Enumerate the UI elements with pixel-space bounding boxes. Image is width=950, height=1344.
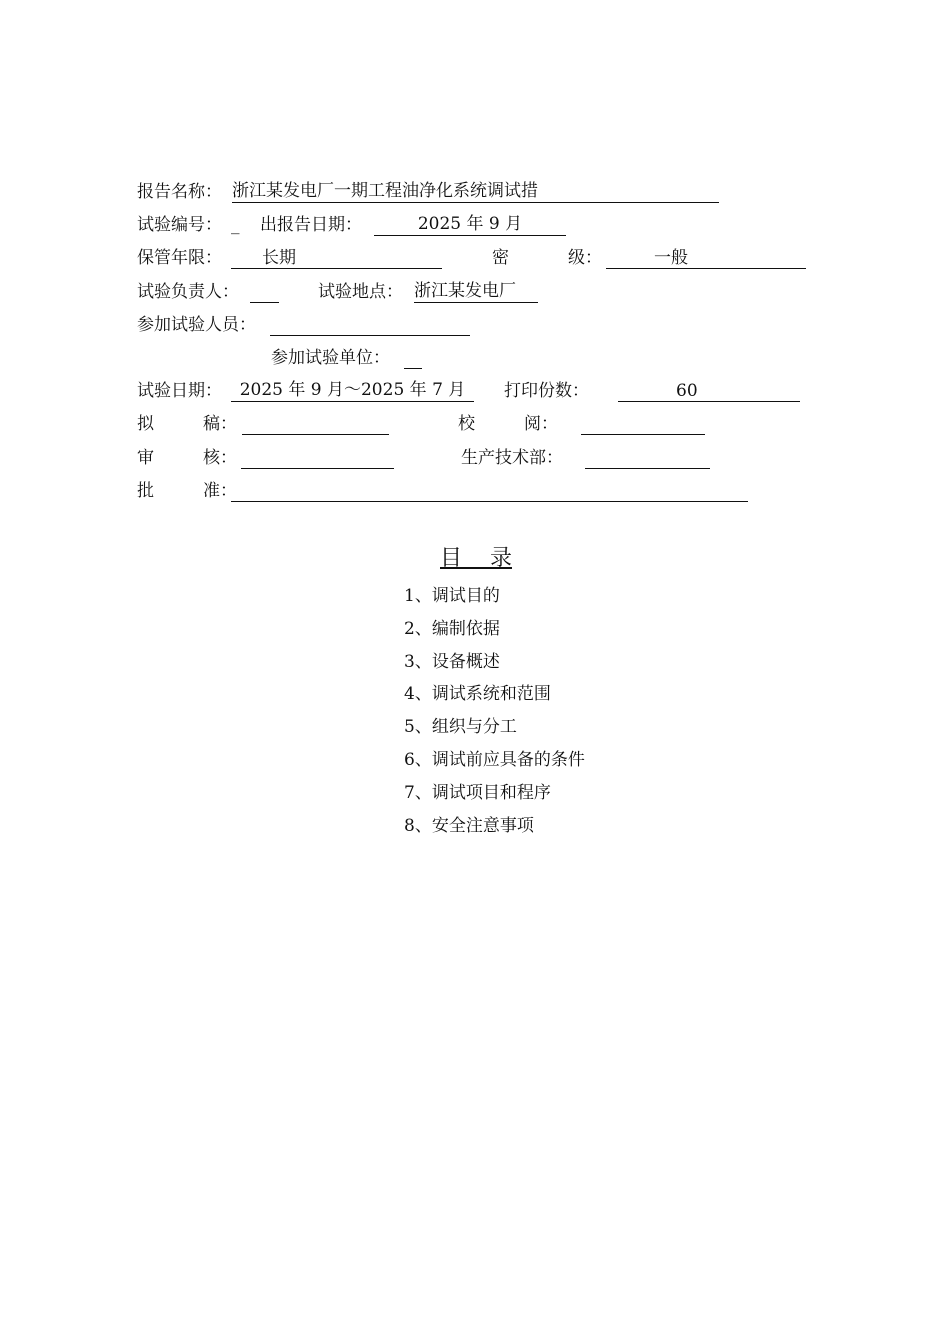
- copies-line: [618, 380, 800, 402]
- toc-item[interactable]: 4、调试系统和范围: [404, 684, 551, 704]
- dept-line: [585, 447, 710, 469]
- review-label-2: 核：: [203, 448, 237, 468]
- secret-value: 一般: [654, 248, 688, 268]
- report-name-label: 报告名称：: [137, 182, 222, 202]
- issue-date-label: 出报告日期：: [260, 215, 362, 235]
- lead-value: [250, 281, 279, 303]
- issue-date-value: 2025 年 9 月: [374, 214, 566, 236]
- draft-line: [242, 413, 389, 435]
- retention-label: 保管年限：: [137, 248, 222, 268]
- copies-value: 60: [676, 381, 698, 401]
- units-value: [404, 347, 422, 369]
- toc-item[interactable]: 5、组织与分工: [404, 717, 517, 737]
- location-value: 浙江某发电厂: [414, 281, 538, 303]
- review-line: [241, 447, 394, 469]
- approve-label-2: 准：: [203, 481, 237, 501]
- approve-label-1: 批: [137, 481, 154, 501]
- review-label-1: 审: [137, 448, 154, 468]
- report-name-value: 浙江某发电厂一期工程油净化系统调试措: [232, 181, 719, 203]
- toc-item[interactable]: 7、调试项目和程序: [404, 783, 551, 803]
- secret-line: [606, 247, 806, 269]
- retention-value: 长期: [262, 248, 296, 268]
- toc-item[interactable]: 8、安全注意事项: [404, 816, 534, 836]
- test-date-value: 2025 年 9 月～2025 年 7 月: [231, 380, 474, 402]
- copies-label: 打印份数：: [504, 381, 589, 401]
- toc-title: 目 录: [440, 546, 512, 571]
- toc-item[interactable]: 1、调试目的: [404, 586, 500, 606]
- test-no-value: _: [231, 215, 240, 235]
- test-no-label: 试验编号：: [137, 215, 222, 235]
- participants-value: [270, 314, 470, 336]
- participants-label: 参加试验人员：: [137, 315, 256, 335]
- proof-label-2: 阅：: [524, 414, 558, 434]
- draft-label-1: 拟: [137, 414, 154, 434]
- lead-label: 试验负责人：: [137, 282, 239, 302]
- toc-item[interactable]: 6、调试前应具备的条件: [404, 750, 585, 770]
- location-label: 试验地点：: [318, 282, 403, 302]
- proof-label-1: 校: [458, 414, 475, 434]
- toc-item[interactable]: 3、设备概述: [404, 652, 500, 672]
- draft-label-2: 稿：: [203, 414, 237, 434]
- test-date-label: 试验日期：: [137, 381, 222, 401]
- toc-item[interactable]: 2、编制依据: [404, 619, 500, 639]
- proof-line: [581, 413, 705, 435]
- secret-label-1: 密: [492, 248, 509, 268]
- units-label: 参加试验单位：: [271, 348, 390, 368]
- approve-line: [231, 480, 748, 502]
- secret-label-2: 级：: [568, 248, 602, 268]
- dept-label: 生产技术部：: [461, 448, 563, 468]
